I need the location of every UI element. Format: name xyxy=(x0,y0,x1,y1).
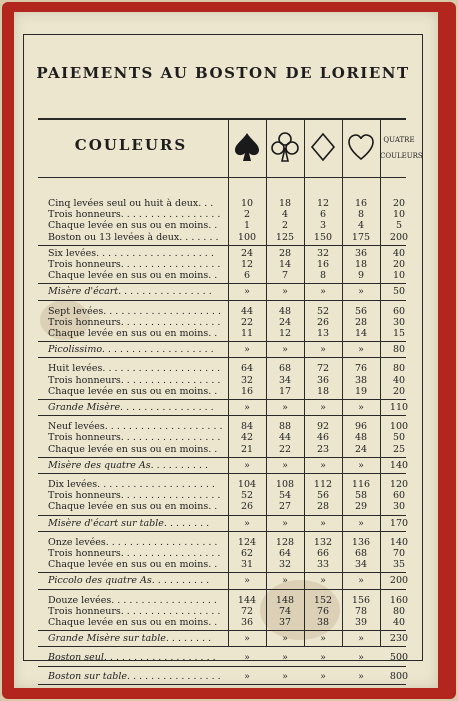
row-label: Boston sur table. . . . . . . . . . . . . . . . xyxy=(48,670,221,682)
table-cell: 60 xyxy=(392,305,406,317)
table-cell: 31 xyxy=(240,559,254,571)
table-cell: 112 xyxy=(313,479,333,490)
table-cell: 16 xyxy=(316,259,330,270)
row-divider xyxy=(38,300,406,301)
special-row xyxy=(48,652,226,664)
row-label: Trois honneurs. . . . . . . . . . . . . . . . . xyxy=(48,374,221,386)
table-cell: » xyxy=(244,344,250,356)
row-label: Six levées. . . . . . . . . . . . . . . . . . . . xyxy=(48,247,214,259)
table-cell: » xyxy=(282,517,288,529)
row-divider xyxy=(38,357,406,358)
table-cell: 40 xyxy=(392,617,406,628)
row-label: Trois honneurs. . . . . . . . . . . . . . . . . xyxy=(48,209,221,221)
table-cell: » xyxy=(282,402,288,413)
table-cell: 3 xyxy=(319,220,327,232)
table-cell: » xyxy=(282,286,288,298)
row-label: Trois honneurs. . . . . . . . . . . . . . . . . xyxy=(48,259,221,270)
table-cell: 24 xyxy=(354,443,368,455)
table-cell: 12 xyxy=(240,259,254,270)
table-cell: 36 xyxy=(316,374,330,386)
table-cell: 80 xyxy=(392,363,406,375)
row-divider xyxy=(38,646,406,647)
table-cell: 34 xyxy=(278,374,292,386)
table-cell: 96 xyxy=(354,421,368,433)
table-cell: 8 xyxy=(319,270,327,282)
table-cell: 48 xyxy=(354,432,368,444)
table-row xyxy=(48,232,226,244)
table-cell: 24 xyxy=(240,247,254,259)
spade-icon xyxy=(228,125,266,169)
table-cell: 78 xyxy=(354,605,368,617)
special-row xyxy=(48,575,226,587)
table-cell: 64 xyxy=(278,548,292,559)
page-title: PAIEMENTS AU BOSTON DE LORIENT xyxy=(36,64,410,82)
heart-icon xyxy=(342,125,380,169)
table-cell: 136 xyxy=(351,536,371,548)
table-cell: 76 xyxy=(354,363,368,375)
table-cell: 24 xyxy=(278,316,292,328)
table-cell: 26 xyxy=(316,316,330,328)
table-cell: 152 xyxy=(313,594,333,606)
divider xyxy=(38,118,406,120)
row-label: Chaque levée en sus ou en moins. . xyxy=(48,617,218,628)
table-cell: 52 xyxy=(316,305,330,317)
table-cell: 34 xyxy=(354,559,368,571)
table-cell: 800 xyxy=(389,670,409,682)
table-cell: 200 xyxy=(389,231,409,243)
table-cell: 44 xyxy=(278,432,292,444)
table-cell: 92 xyxy=(316,421,330,433)
row-label: Picolissimo. . . . . . . . . . . . . . . . . . . xyxy=(48,344,214,356)
table-cell: 25 xyxy=(392,443,406,455)
table-cell: 16 xyxy=(354,198,368,209)
table-cell: 56 xyxy=(316,490,330,502)
table-cell: 39 xyxy=(354,617,368,628)
row-label: Trois honneurs. . . . . . . . . . . . . . . . . xyxy=(48,490,221,502)
table-cell: 36 xyxy=(354,247,368,259)
table-row xyxy=(48,490,226,502)
table-cell: » xyxy=(282,344,288,356)
table-cell: 22 xyxy=(240,316,254,328)
row-label: Sept levées. . . . . . . . . . . . . . . . . . . . xyxy=(48,305,221,317)
special-row xyxy=(48,402,226,414)
table-cell: » xyxy=(358,402,364,413)
special-row xyxy=(48,460,226,472)
table-cell: » xyxy=(358,517,364,529)
row-divider xyxy=(38,283,406,284)
table-cell: » xyxy=(358,344,364,356)
table-cell: 33 xyxy=(316,559,330,571)
table-cell: 120 xyxy=(389,479,409,490)
table-cell: 68 xyxy=(354,548,368,559)
table-row xyxy=(48,386,226,398)
row-label: Grande Misère sur table. . . . . . . . xyxy=(48,633,212,645)
table-cell: 48 xyxy=(278,305,292,317)
table-cell: 21 xyxy=(240,443,254,455)
row-divider xyxy=(38,245,406,246)
table-cell: 37 xyxy=(278,617,292,628)
table-cell: 18 xyxy=(354,259,368,270)
table-cell: 84 xyxy=(240,421,254,433)
table-cell: 72 xyxy=(240,605,254,617)
table-cell: » xyxy=(282,652,288,664)
table-row xyxy=(48,220,226,232)
row-label: Chaque levée en sus ou en moins. . xyxy=(48,270,218,282)
table-row xyxy=(48,328,226,340)
table-cell: 230 xyxy=(389,633,409,645)
table-cell: 38 xyxy=(354,374,368,386)
table-cell: 32 xyxy=(278,559,292,571)
table-cell: 42 xyxy=(240,432,254,444)
row-label: Dix levées. . . . . . . . . . . . . . . . . . . . xyxy=(48,479,215,490)
row-divider xyxy=(38,666,406,667)
table-cell: 124 xyxy=(237,536,257,548)
table-cell: 132 xyxy=(313,536,333,548)
table-cell: 20 xyxy=(392,385,406,397)
table-cell: 7 xyxy=(281,270,289,282)
table-cell: 10 xyxy=(392,209,406,221)
table-cell: » xyxy=(320,575,326,587)
table-cell: 44 xyxy=(240,305,254,317)
row-label: Douze levées. . . . . . . . . . . . . . . . . . xyxy=(48,594,217,606)
table-row xyxy=(48,537,226,549)
diamond-icon xyxy=(304,125,342,169)
table-cell: 17 xyxy=(278,385,292,397)
table-cell: 14 xyxy=(278,259,292,270)
table-cell: 26 xyxy=(240,501,254,513)
table-cell: 80 xyxy=(392,605,406,617)
table-cell: 64 xyxy=(240,363,254,375)
table-cell: » xyxy=(244,459,250,471)
table-cell: 28 xyxy=(354,316,368,328)
table-row xyxy=(48,432,226,444)
table-row xyxy=(48,209,226,221)
table-cell: 144 xyxy=(237,594,257,606)
table-cell: » xyxy=(244,286,250,298)
table-cell: » xyxy=(244,633,250,645)
row-label: Cinq levées seul ou huit à deux. . . xyxy=(48,198,214,209)
table-cell: 20 xyxy=(392,259,406,270)
table-cell: 20 xyxy=(392,198,406,209)
table-cell: 8 xyxy=(357,209,365,221)
table-row xyxy=(48,548,226,560)
row-divider xyxy=(38,630,406,631)
table-row xyxy=(48,559,226,571)
row-label: Chaque levée en sus ou en moins. . xyxy=(48,559,218,571)
table-cell: 200 xyxy=(389,575,409,587)
table-cell: » xyxy=(244,402,250,413)
table-cell: 29 xyxy=(354,501,368,513)
table-row xyxy=(48,306,226,318)
row-divider xyxy=(38,341,406,342)
table-cell: 125 xyxy=(275,231,295,243)
table-cell: » xyxy=(320,286,326,298)
table-cell: 40 xyxy=(392,374,406,386)
table-cell: 30 xyxy=(392,316,406,328)
club-icon xyxy=(266,125,304,169)
special-row xyxy=(48,286,226,298)
table-cell: 62 xyxy=(240,548,254,559)
table-cell: » xyxy=(244,517,250,529)
table-row xyxy=(48,270,226,282)
table-cell: » xyxy=(320,652,326,664)
table-cell: 70 xyxy=(392,548,406,559)
table-cell: » xyxy=(320,344,326,356)
table-cell: 32 xyxy=(240,374,254,386)
row-divider xyxy=(38,457,406,458)
table-cell: 50 xyxy=(392,432,406,444)
table-cell: 60 xyxy=(392,490,406,502)
table-cell: 23 xyxy=(316,443,330,455)
table-cell: 4 xyxy=(281,209,289,221)
table-cell: 108 xyxy=(275,479,295,490)
table-cell: » xyxy=(320,517,326,529)
table-cell: » xyxy=(358,459,364,471)
table-cell: » xyxy=(244,670,250,682)
table-cell: 13 xyxy=(316,328,330,339)
special-row xyxy=(48,671,226,683)
row-divider xyxy=(38,572,406,573)
table-cell: 128 xyxy=(275,536,295,548)
table-cell: 18 xyxy=(316,385,330,397)
table-cell: 160 xyxy=(389,594,409,606)
table-cell: » xyxy=(320,459,326,471)
table-cell: 140 xyxy=(389,459,409,471)
table-cell: 88 xyxy=(278,421,292,433)
row-label: Piccolo des quatre As. . . . . . . . . . xyxy=(48,575,210,587)
table-cell: » xyxy=(358,575,364,587)
table-cell: 140 xyxy=(389,536,409,548)
divider xyxy=(38,177,406,178)
table-cell: 72 xyxy=(316,363,330,375)
table-row xyxy=(48,444,226,456)
row-divider xyxy=(38,515,406,516)
table-cell: 104 xyxy=(237,479,257,490)
table-cell: 19 xyxy=(354,385,368,397)
table-row xyxy=(48,501,226,513)
couleurs-heading: COULEURS xyxy=(74,136,188,154)
table-cell: 2 xyxy=(281,220,289,232)
table-row xyxy=(48,606,226,618)
table-cell: 170 xyxy=(389,517,409,529)
table-cell: 74 xyxy=(278,605,292,617)
table-cell: » xyxy=(244,652,250,664)
row-label: Trois honneurs. . . . . . . . . . . . . . . . . xyxy=(48,432,221,444)
table-row xyxy=(48,479,226,491)
row-label: Trois honneurs. . . . . . . . . . . . . . . . . xyxy=(48,316,221,328)
table-cell: 40 xyxy=(392,247,406,259)
quatre-couleurs-heading: QUATRE COULEURS xyxy=(380,136,423,160)
table-cell: 22 xyxy=(278,443,292,455)
table-cell: 156 xyxy=(351,594,371,606)
table-cell: 36 xyxy=(240,617,254,628)
table-cell: 10 xyxy=(392,270,406,282)
table-cell: 15 xyxy=(392,328,406,339)
row-label: Trois honneurs. . . . . . . . . . . . . . . . . xyxy=(48,605,221,617)
table-row xyxy=(48,248,226,260)
row-label: Boston ou 13 levées à deux. . . . . . . xyxy=(48,231,219,243)
table-row xyxy=(48,363,226,375)
row-label: Trois honneurs. . . . . . . . . . . . . . . . . xyxy=(48,548,221,559)
table-cell: » xyxy=(282,633,288,645)
table-cell: 110 xyxy=(389,402,409,413)
table-cell: 116 xyxy=(351,479,371,490)
table-cell: 148 xyxy=(275,594,295,606)
table-cell: 50 xyxy=(392,286,406,298)
row-label: Neuf levées. . . . . . . . . . . . . . . . . . . . xyxy=(48,421,223,433)
table-cell: 1 xyxy=(243,220,251,232)
table-cell: 30 xyxy=(392,501,406,513)
table-cell: » xyxy=(320,670,326,682)
table-cell: 12 xyxy=(316,198,330,209)
table-cell: 46 xyxy=(316,432,330,444)
table-cell: 175 xyxy=(351,231,371,243)
table-cell: 100 xyxy=(389,421,409,433)
table-cell: 28 xyxy=(278,247,292,259)
table-cell: 4 xyxy=(357,220,365,232)
row-label: Boston seul. . . . . . . . . . . . . . . . . . . xyxy=(48,652,216,664)
table-cell: 11 xyxy=(240,328,254,339)
table-row xyxy=(48,317,226,329)
table-cell: » xyxy=(282,459,288,471)
table-cell: 500 xyxy=(389,652,409,664)
special-row xyxy=(48,518,226,530)
table-cell: 150 xyxy=(313,231,333,243)
table-cell: 14 xyxy=(354,328,368,339)
row-label: Chaque levée en sus ou en moins. . xyxy=(48,385,218,397)
table-cell: 12 xyxy=(278,328,292,339)
table-cell: 100 xyxy=(237,231,257,243)
table-cell: » xyxy=(358,633,364,645)
table-cell: 10 xyxy=(240,198,254,209)
table-cell: 80 xyxy=(392,344,406,356)
row-label: Misère d'écart sur table. . . . . . . . xyxy=(48,517,210,529)
table-cell: » xyxy=(320,402,326,413)
row-label: Chaque levée en sus ou en moins. . xyxy=(48,328,218,339)
table-cell: » xyxy=(358,670,364,682)
table-row xyxy=(48,595,226,607)
table-cell: 38 xyxy=(316,617,330,628)
table-cell: 35 xyxy=(392,559,406,571)
table-cell: » xyxy=(282,575,288,587)
table-cell: » xyxy=(358,652,364,664)
row-label: Chaque levée en sus ou en moins. . xyxy=(48,501,218,513)
table-cell: 27 xyxy=(278,501,292,513)
row-label: Misère des quatre As. . . . . . . . . . xyxy=(48,459,209,471)
table-cell: 6 xyxy=(319,209,327,221)
table-cell: 18 xyxy=(278,198,292,209)
special-row xyxy=(48,633,226,645)
table-cell: 68 xyxy=(278,363,292,375)
table-cell: » xyxy=(358,286,364,298)
table-row xyxy=(48,375,226,387)
table-row xyxy=(48,259,226,271)
table-cell: 32 xyxy=(316,247,330,259)
table-cell: » xyxy=(244,575,250,587)
row-label: Onze levées. . . . . . . . . . . . . . . . . . . xyxy=(48,536,218,548)
row-divider xyxy=(38,684,406,685)
table-cell: 56 xyxy=(354,305,368,317)
table-cell: 9 xyxy=(357,270,365,282)
row-divider xyxy=(38,399,406,400)
row-label: Huit levées. . . . . . . . . . . . . . . . . . . . xyxy=(48,363,221,375)
table-cell: 5 xyxy=(395,220,403,232)
row-divider xyxy=(38,589,406,590)
row-divider xyxy=(38,531,406,532)
table-cell: » xyxy=(320,633,326,645)
row-divider xyxy=(38,415,406,416)
row-label: Chaque levée en sus ou en moins. . xyxy=(48,443,218,455)
row-label: Misère d'écart. . . . . . . . . . . . . . . . xyxy=(48,286,212,298)
table-cell: 16 xyxy=(240,385,254,397)
table-cell: » xyxy=(282,670,288,682)
table-row xyxy=(48,198,226,210)
table-cell: 54 xyxy=(278,490,292,502)
table-cell: 58 xyxy=(354,490,368,502)
table-cell: 52 xyxy=(240,490,254,502)
table-cell: 66 xyxy=(316,548,330,559)
table-cell: 2 xyxy=(243,209,251,221)
row-label: Chaque levée en sus ou en moins. . xyxy=(48,220,218,232)
table-row xyxy=(48,421,226,433)
special-row xyxy=(48,344,226,356)
table-cell: 28 xyxy=(316,501,330,513)
row-label: Grande Misère. . . . . . . . . . . . . . . . xyxy=(48,402,214,413)
table-row xyxy=(48,617,226,629)
table-cell: 6 xyxy=(243,270,251,282)
row-divider xyxy=(38,473,406,474)
table-cell: 76 xyxy=(316,605,330,617)
